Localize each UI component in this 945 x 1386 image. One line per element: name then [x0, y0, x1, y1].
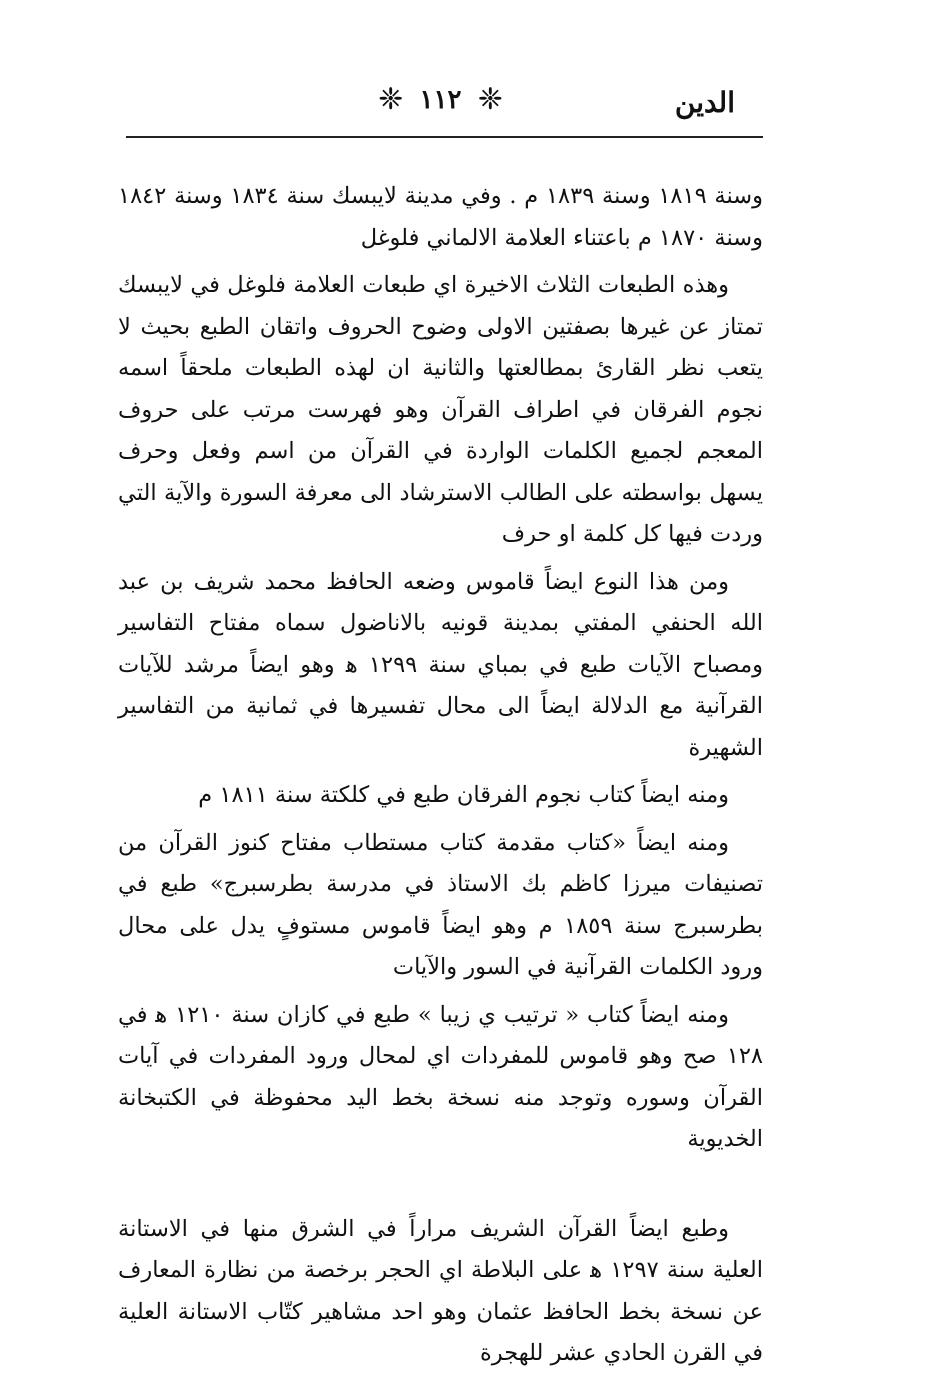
- paragraph-5: ومنه ايضاً «كتاب مقدمة كتاب مستطاب مفتاح كنوز القرآن من تصنيفات ميرزا كاظم بك الاستاذ في مدرسة بطرسبرج» طبع في بطرسبرج سنة ١٨٥٩ م وهو ايضاً قاموس مستوفٍ يدل على محال ورود الكلمات القرآنية في السور والآيات: [118, 829, 763, 980]
- paragraph-4: ومنه ايضاً كتاب نجوم الفرقان طبع في كلكتة سنة ١٨١١ م: [198, 782, 729, 808]
- paragraph-6: ومنه ايضاً كتاب « ترتيب ي زيبا » طبع في كازان سنة ١٢١٠ ﻫ في ١٢٨ صح وهو قاموس للمفردات اي لمحال ورود المفردات في آيات القرآن وسوره وتوجد منه نسخة بخط اليد محفوظة في الكتبخانة الخديوية: [118, 1001, 763, 1152]
- running-title: الدين: [674, 86, 735, 119]
- paragraph-2: وهذه الطبعات الثلاث الاخيرة اي طبعات العلامة فلوغل في لايبسك تمتاز عن غيرها بصفتين الاولى وضوح الحروف واتقان الطبع بحيث لا يتعب نظر القارئ بمطالعتها والثانية ان لهذه الطبعات ملحقاً اسمه نجوم الفرقان في اطراف القرآن وهو فهرست مرتب على حروف المعجم لجميع الكلمات الواردة في القرآن من اسم وفعل وحرف يسهل بواسطته على الطالب الاسترشاد الى معرفة السورة والآية التي وردت فيها كل كلمة او حرف: [118, 272, 763, 547]
- page-header: [118, 80, 763, 132]
- paragraph-7: وطبع ايضاً القرآن الشريف مراراً في الشرق منها في الاستانة العلية سنة ١٢٩٧ ﻫ على البلاطة اي الحجر برخصة من نظارة المعارف عن نسخة بخط الحافظ عثمان وهو احد مشاهير كتّاب الاستانة العلية في القرن الحادي عشر للهجرة: [118, 1215, 763, 1366]
- page-number: ١١٢: [419, 84, 462, 115]
- header-rule: [126, 136, 763, 138]
- paragraph-3: ومن هذا النوع ايضاً قاموس وضعه الحافظ محمد شريف بن عبد الله الحنفي المفتي بمدينة قونيه بالاناضول سماه مفتاح التفاسير ومصباح الآيات طبع في بمباي سنة ١٢٩٩ ﻫ وهو ايضاً مرشد للآيات القرآنية مع الدلالة ايضاً الى محال تفسيرها في ثمانية من التفاسير الشهيرة: [118, 568, 763, 761]
- book-page: [118, 80, 763, 1366]
- paragraph-1: وسنة ١٨١٩ وسنة ١٨٣٩ م . وفي مدينة لايبسك سنة ١٨٣٤ وسنة ١٨٤٢ وسنة ١٨٧٠ م باعتناء العلامة الالماني فلوغل: [118, 183, 763, 251]
- ornament-left-icon: ❈: [378, 82, 404, 117]
- ornament-right-icon: ❈: [477, 82, 503, 117]
- page-number-block: [118, 82, 763, 117]
- body-text: [118, 176, 763, 1381]
